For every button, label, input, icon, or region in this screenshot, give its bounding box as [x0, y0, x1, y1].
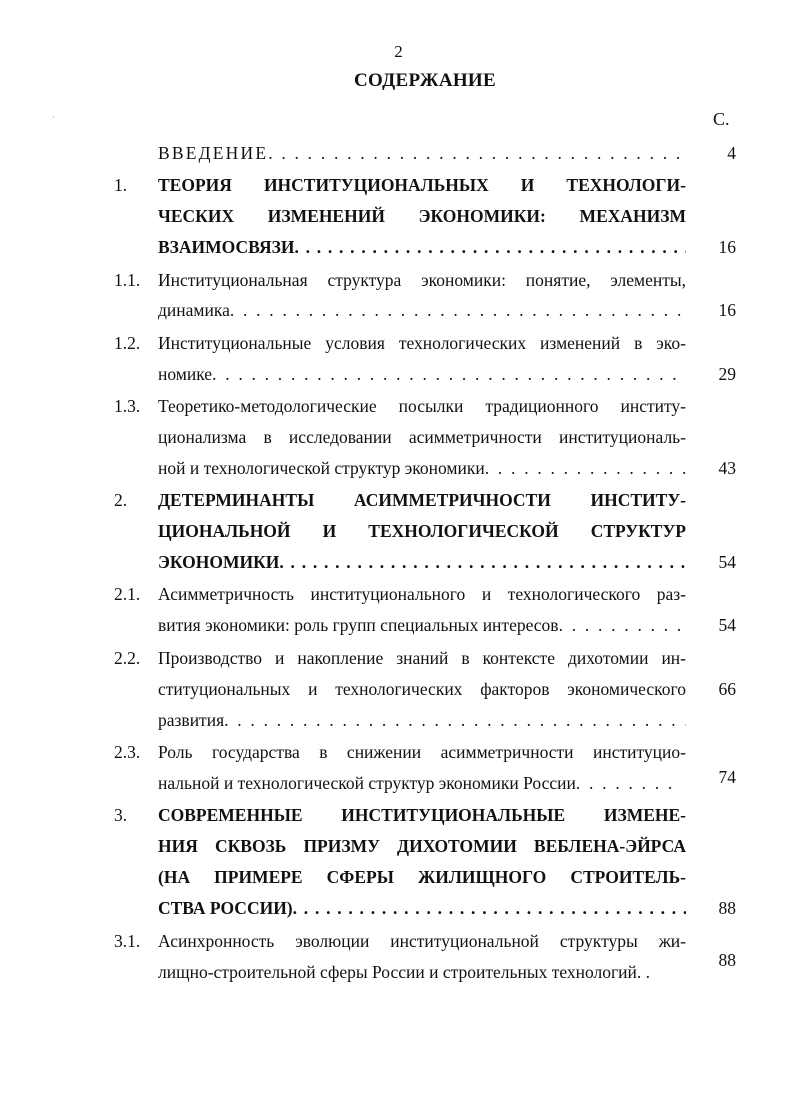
- toc-section-3-1-line2[interactable]: лищно-строительной сферы России и строительных технологий. .: [158, 962, 651, 982]
- toc-number-ch3: 3.: [114, 805, 128, 825]
- page-column-label: С.: [713, 109, 730, 129]
- toc-section-2-1-line2[interactable]: вития экономики: роль групп специальных интересов . . .: [158, 613, 680, 637]
- toc-page-3-1: 88: [718, 950, 736, 970]
- toc-section-1-3-line1[interactable]: Теоретико-методологические посылки традиционного институ-: [158, 396, 686, 416]
- toc-chapter-1-line1[interactable]: ТЕОРИЯ ИНСТИТУЦИОНАЛЬНЫХ И ТЕХНОЛОГИ-: [158, 175, 686, 195]
- toc-section-1-1-line1[interactable]: Институциональная структура экономики: понятие, элементы,: [158, 270, 686, 290]
- toc-chapter-3-line3[interactable]: (НА ПРИМЕРЕ СФЕРЫ ЖИЛИЩНОГО СТРОИТЕЛЬ-: [158, 867, 686, 887]
- toc-number-ch1: 1.: [114, 175, 128, 195]
- page-number: 2: [394, 42, 403, 61]
- toc-chapter-1-line2[interactable]: ЧЕСКИХ ИЗМЕНЕНИЙ ЭКОНОМИКИ: МЕХАНИЗМ: [158, 206, 686, 226]
- toc-section-1-3-line2[interactable]: ционализма в исследовании асимметричности институциональ-: [158, 427, 686, 447]
- toc-number-3-1: 3.1.: [114, 931, 141, 951]
- toc-section-2-3-line1[interactable]: Роль государства в снижении асимметричности институцио-: [158, 742, 686, 762]
- toc-page-ch3: 88: [718, 898, 736, 918]
- toc-number-1-1: 1.1.: [114, 270, 141, 290]
- toc-page-ch1: 16: [718, 237, 736, 257]
- toc-section-1-3-line3[interactable]: ной и технологической структур экономики . . .: [158, 456, 686, 480]
- toc-number-2-3: 2.3.: [114, 742, 141, 762]
- toc-page-1-2: 29: [718, 364, 736, 384]
- toc-page-2-2: 66: [718, 679, 736, 699]
- toc-chapter-2-line1[interactable]: ДЕТЕРМИНАНТЫ АСИММЕТРИЧНОСТИ ИНСТИТУ-: [158, 490, 686, 510]
- toc-chapter-2-line2[interactable]: ЦИОНАЛЬНОЙ И ТЕХНОЛОГИЧЕСКОЙ СТРУКТУР: [158, 521, 686, 541]
- page-title: СОДЕРЖАНИЕ: [354, 70, 496, 91]
- toc-section-2-3-line2[interactable]: нальной и технологической структур экономики России . . .: [158, 771, 682, 795]
- toc-page-2-1: 54: [718, 615, 736, 635]
- toc-page-2-3: 74: [718, 767, 736, 787]
- toc-section-2-2-line3[interactable]: развития . . .: [158, 708, 686, 732]
- toc-section-2-2-line1[interactable]: Производство и накопление знаний в контексте дихотомии ин-: [158, 648, 686, 668]
- toc-number-ch2: 2.: [114, 490, 128, 510]
- toc-section-2-1-line1[interactable]: Асимметричность институционального и технологического раз-: [158, 584, 686, 604]
- toc-page-1-1: 16: [718, 300, 736, 320]
- toc-number-1-2: 1.2.: [114, 333, 141, 353]
- toc-section-3-1-line1[interactable]: Асинхронность эволюции институциональной структуры жи-: [158, 931, 686, 951]
- toc-chapter-3-line2[interactable]: НИЯ СКВОЗЬ ПРИЗМУ ДИХОТОМИИ ВЕБЛЕНА-ЭЙРСА: [158, 836, 686, 856]
- toc-page-1-3: 43: [718, 458, 736, 478]
- scan-mark: ·: [52, 113, 55, 122]
- toc-number-2-1: 2.1.: [114, 584, 141, 604]
- toc-page-ch2: 54: [718, 552, 736, 572]
- toc-page-intro: 4: [727, 143, 736, 163]
- toc-section-1-1-line2[interactable]: динамика . . .: [158, 298, 686, 322]
- toc-entry-intro[interactable]: [158, 141, 686, 165]
- toc-section-1-2-line2[interactable]: номике . . .: [158, 362, 678, 386]
- toc-section-2-2-line2[interactable]: ституциональных и технологических факторов экономического: [158, 679, 686, 699]
- toc-entry-label: ВВЕДЕНИЕ: [158, 143, 269, 163]
- toc-number-2-2: 2.2.: [114, 648, 141, 668]
- toc-chapter-3-line4[interactable]: СТВА РОССИИ) . . .: [158, 896, 686, 920]
- toc-chapter-2-line3[interactable]: ЭКОНОМИКИ . . .: [158, 550, 686, 574]
- toc-chapter-1-line3[interactable]: ВЗАИМОСВЯЗИ . . .: [158, 235, 686, 259]
- toc-section-1-2-line1[interactable]: Институциональные условия технологических изменений в эко-: [158, 333, 686, 353]
- toc-chapter-3-line1[interactable]: СОВРЕМЕННЫЕ ИНСТИТУЦИОНАЛЬНЫЕ ИЗМЕНЕ-: [158, 805, 686, 825]
- toc-number-1-3: 1.3.: [114, 396, 141, 416]
